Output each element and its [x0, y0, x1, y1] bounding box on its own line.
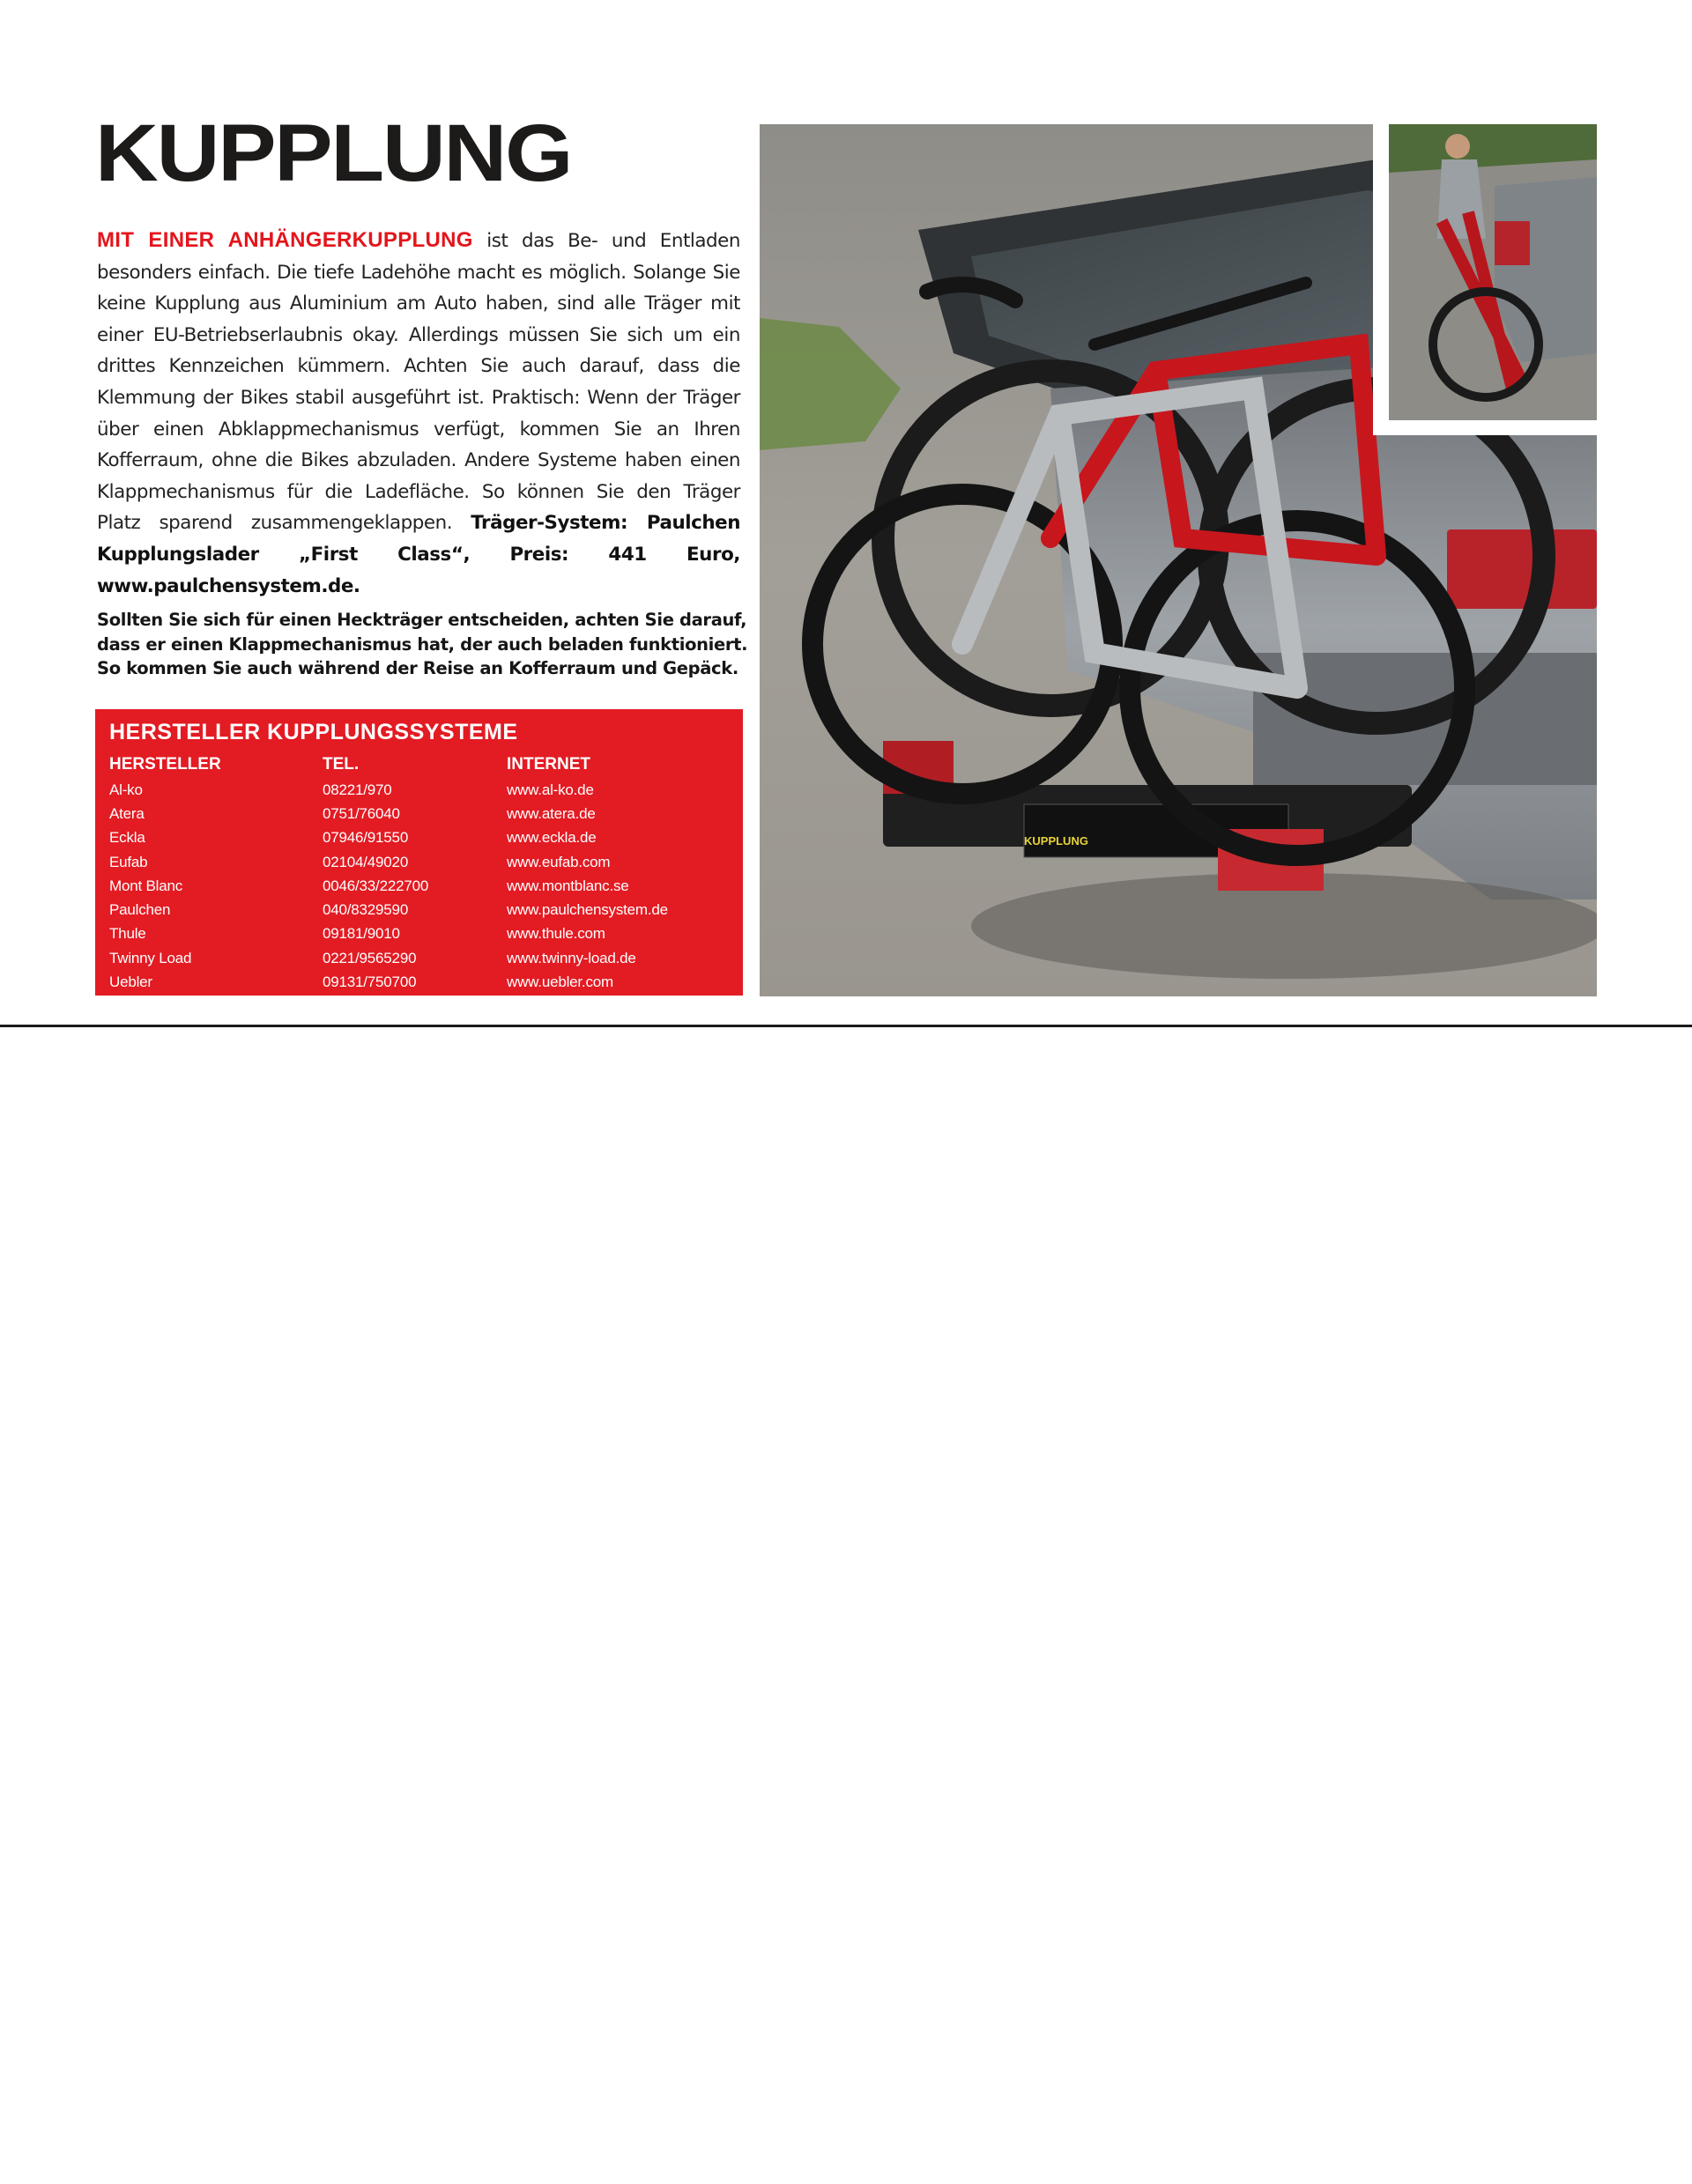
manufacturer-name: Eufab — [109, 853, 148, 870]
table-row — [109, 826, 727, 850]
lead-in: MIT EINER ANHÄNGERKUPPLUNG — [97, 228, 473, 252]
table-row — [109, 970, 727, 994]
manufacturer-name: Paulchen — [109, 901, 171, 919]
column-header-internet: INTERNET — [507, 755, 590, 774]
article-body-text: ist das Be- und Entladen besonders einfach. Die tiefe Ladehöhe macht es möglich. Solange Sie keine Kupplung aus Aluminium am Auto haben, sind alle Träger mit einer EU-Betriebserlaubnis okay. Allerdings müssen Sie sich um ein drittes Kennzeichen kümmern. Achten Sie auch darauf, dass die Klemmung der Bikes stabil ausgeführt ist. Praktisch: Wenn der Träger über einen Abklappmechanismus verfügt, kommen Sie an Ihren Kofferraum, ohne die Bikes abzuladen. Andere Systeme haben einen Klappmechanismus für die Ladefläche. So können Sie den Träger Platz sparend zusammengeklappen. — [97, 230, 740, 535]
inset-taillight — [1495, 221, 1530, 265]
tail-light — [1447, 529, 1597, 609]
manufacturer-name: Twinny Load — [109, 949, 192, 966]
manufacturer-box-title: HERSTELLER KUPPLUNGSSYSTEME — [109, 720, 518, 744]
manufacturer-phone: 07946/91550 — [323, 829, 409, 847]
table-row — [109, 802, 727, 825]
manufacturer-phone: 040/8329590 — [323, 901, 409, 919]
article-body — [97, 225, 740, 602]
manufacturer-phone: 0751/76040 — [323, 804, 400, 822]
carrier-label: KUPPLUNG — [1024, 834, 1088, 848]
table-row — [109, 922, 727, 946]
manufacturer-name: Thule — [109, 925, 146, 943]
manufacturer-website: www.atera.de — [507, 804, 596, 822]
table-header-row — [109, 754, 727, 778]
table-row — [109, 850, 727, 874]
manufacturer-name: Uebler — [109, 974, 152, 991]
column-header-manufacturer: HERSTELLER — [109, 755, 221, 774]
manufacturer-phone: 0046/33/222700 — [323, 877, 429, 894]
manufacturer-website: www.eckla.de — [507, 829, 597, 847]
manufacturer-name: Al-ko — [109, 781, 143, 798]
manufacturer-name: Mont Blanc — [109, 877, 183, 894]
table-row — [109, 946, 727, 970]
manufacturer-website: www.montblanc.se — [507, 877, 629, 894]
inset-photo — [1389, 124, 1597, 420]
manufacturer-phone: 02104/49020 — [323, 853, 409, 870]
manufacturer-website: www.uebler.com — [507, 974, 613, 991]
table-row — [109, 874, 727, 898]
inset-person-head — [1445, 134, 1470, 159]
inset-car — [1495, 177, 1597, 362]
manufacturer-phone: 0221/9565290 — [323, 949, 417, 966]
manufacturer-website: www.thule.com — [507, 925, 605, 943]
manufacturer-website: www.twinny-load.de — [507, 949, 636, 966]
manufacturer-website: www.paulchensystem.de — [507, 901, 668, 919]
manufacturer-box — [95, 709, 743, 996]
manufacturer-website: www.al-ko.de — [507, 781, 594, 798]
tip-note: Sollten Sie sich für einen Heckträger entscheiden, achten Sie darauf, dass er einen Klappmechanismus hat, der auch beladen funktioniert. So kommen Sie auch während der Reise an Kofferraum und Gepäck. — [97, 610, 748, 678]
manufacturer-name: Atera — [109, 804, 145, 822]
manufacturer-website: www.eufab.com — [507, 853, 611, 870]
manufacturer-table — [109, 754, 727, 995]
manufacturer-phone: 08221/970 — [323, 781, 392, 798]
table-row — [109, 898, 727, 922]
table-row — [109, 778, 727, 802]
system-info: Träger-System: Paulchen Kupplungslader „First Class“, Preis: 441 Euro, www.paulchensystem.de. — [97, 512, 740, 597]
manufacturer-phone: 09131/750700 — [323, 974, 417, 991]
page-rule — [0, 1025, 1692, 1027]
column-header-phone: TEL. — [323, 755, 360, 774]
manufacturer-phone: 09181/9010 — [323, 925, 400, 943]
page-title: KUPPLUNG — [95, 108, 572, 198]
manufacturer-name: Eckla — [109, 829, 145, 847]
